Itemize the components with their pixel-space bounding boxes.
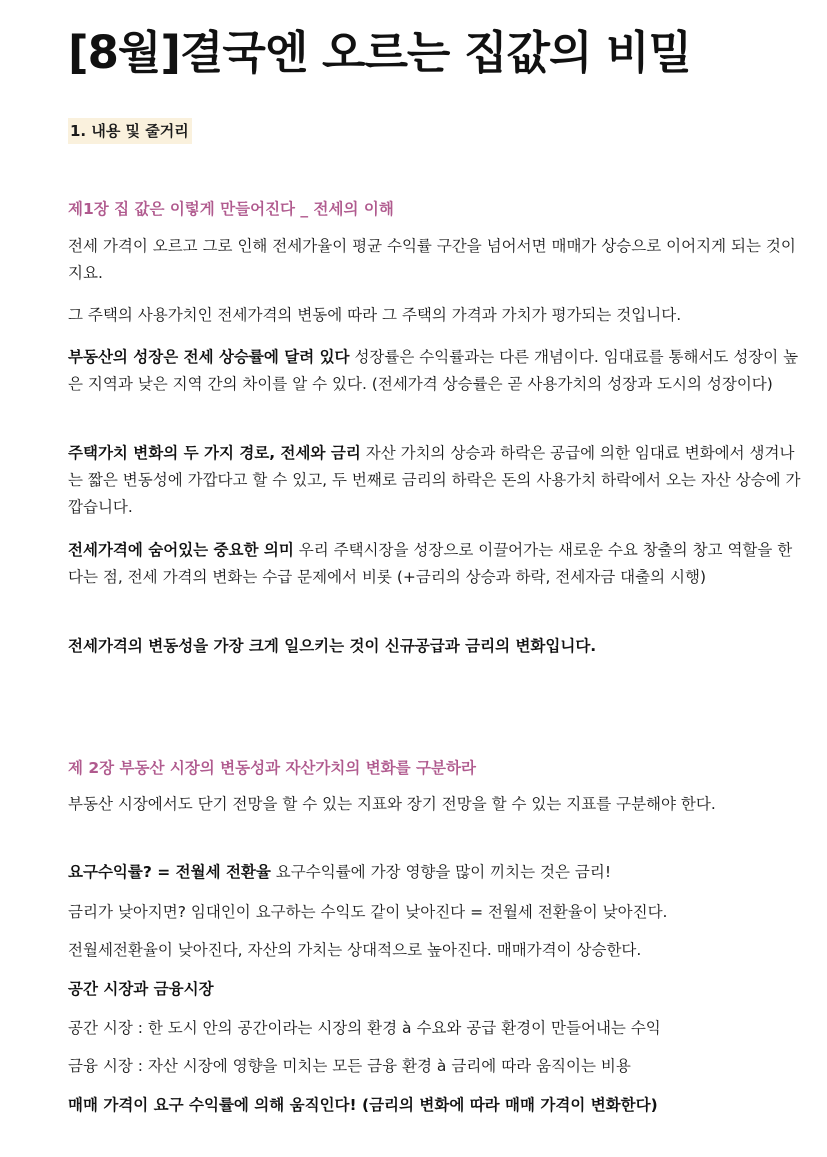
page-title: [8월]결국엔 오르는 집값의 비밀: [68, 26, 692, 79]
chapter2-paragraph-8: [68, 1092, 658, 1119]
chapter1-heading: 제1장 집 값은 이렇게 만들어진다 _ 전세의 이해: [68, 200, 394, 218]
chapter2-paragraph-2-text: 요구수익률에 가장 영향을 많이 끼치는 것은 금리!: [270, 863, 612, 881]
chapter2-paragraph-2: [68, 859, 611, 886]
chapter1-paragraph-4-bold: 주택가치 변화의 두 가지 경로, 전세와 금리: [68, 444, 361, 462]
chapter1-paragraph-6: [68, 633, 596, 660]
chapter1-paragraph-3: [68, 344, 804, 398]
chapter1-paragraph-3-text: 성장률은 수익률과는 다른 개념이다. 임대료를 통해서도 성장이 높은 지역과 낮은 지역 간의 차이를 알 수 있다. (전세가격 상승률은 곧 사용가치의 성장과 도시의 성장이다): [68, 348, 799, 393]
chapter2-paragraph-8-bold: 매매 가격이 요구 수익률에 의해 움직인다! (금리의 변화에 따라 매매 가격이 변화한다): [68, 1096, 658, 1114]
chapter2-paragraph-6: 공간 시장 : 한 도시 안의 공간이라는 시장의 환경 à 수요와 공급 환경이 만들어내는 수익: [68, 1019, 661, 1037]
chapter2-paragraph-5: [68, 976, 214, 1003]
chapter2-paragraph-1: 부동산 시장에서도 단기 전망을 할 수 있는 지표와 장기 전망을 할 수 있는 지표를 구분해야 한다.: [68, 795, 716, 813]
chapter1-paragraph-5: [68, 537, 804, 591]
chapter1-paragraph-4-text: 자산 가치의 상승과 하락은 공급에 의한 임대료 변화에서 생겨나는 짧은 변동성에 가깝다고 할 수 있고, 두 번째로 금리의 하락은 돈의 사용가치 하락에서 오는 자산 상승에 가깝습니다.: [68, 444, 801, 516]
chapter2-paragraph-3: 금리가 낮아지면? 임대인이 요구하는 수익도 같이 낮아진다 = 전월세 전환율이 낮아진다.: [68, 903, 668, 921]
chapter1-paragraph-6-bold: 전세가격의 변동성을 가장 크게 일으키는 것이 신규공급과 금리의 변화입니다.: [68, 637, 597, 655]
chapter1-paragraph-4: [68, 440, 804, 521]
chapter1-paragraph-5-text: 우리 주택시장을 성장으로 이끌어가는 새로운 수요 창출의 창고 역할을 한다는 점, 전세 가격의 변화는 수급 문제에서 비롯 (+금리의 상승과 하락, 전세자금 대출의 시행): [68, 541, 793, 586]
chapter2-paragraph-4: 전월세전환율이 낮아진다, 자산의 가치는 상대적으로 높아진다. 매매가격이 상승한다.: [68, 941, 642, 959]
chapter1-paragraph-5-bold: 전세가격에 숨어있는 중요한 의미: [68, 541, 294, 559]
chapter2-paragraph-2-bold: 요구수익률? = 전월세 전환율: [68, 863, 271, 881]
chapter1-paragraph-1: 전세 가격이 오르고 그로 인해 전세가율이 평균 수익률 구간을 넘어서면 매매가 상승으로 이어지게 되는 것이지요.: [68, 237, 796, 282]
chapter1-paragraph-2: 그 주택의 사용가치인 전세가격의 변동에 따라 그 주택의 가격과 가치가 평가되는 것입니다.: [68, 306, 682, 324]
section-heading: 1. 내용 및 줄거리: [68, 118, 192, 144]
chapter2-paragraph-5-bold: 공간 시장과 금융시장: [68, 980, 214, 998]
chapter2-paragraph-7: 금융 시장 : 자산 시장에 영향을 미치는 모든 금융 환경 à 금리에 따라 움직이는 비용: [68, 1057, 631, 1075]
chapter1-paragraph-3-bold: 부동산의 성장은 전세 상승률에 달려 있다: [68, 348, 350, 366]
chapter2-heading: 제 2장 부동산 시장의 변동성과 자산가치의 변화를 구분하라: [68, 759, 476, 777]
